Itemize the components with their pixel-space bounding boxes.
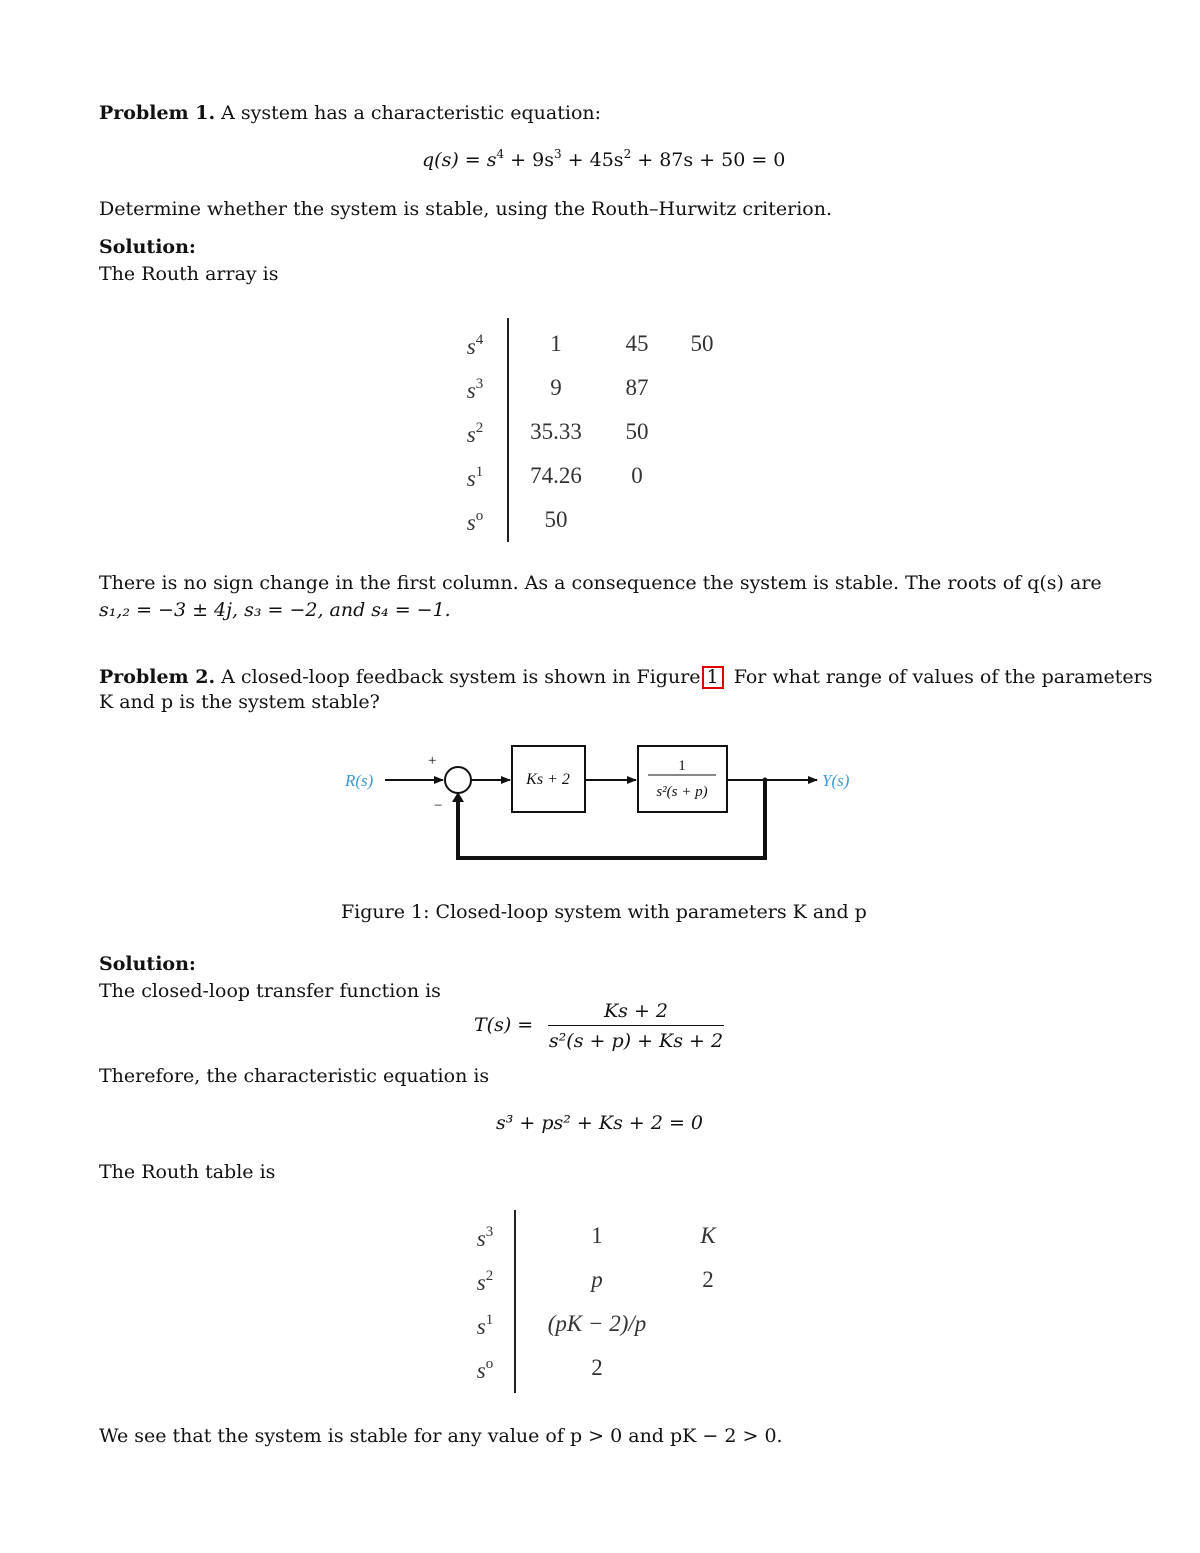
routh-array-2-divider bbox=[514, 1210, 516, 1393]
tf-numerator: Ks + 2 bbox=[603, 1000, 669, 1022]
problem2-heading: Problem 2. bbox=[99, 666, 216, 688]
output-label: Y(s) bbox=[822, 771, 850, 790]
routh-array-1 bbox=[440, 315, 740, 545]
routh1-row-label: $s^4$ bbox=[466, 332, 484, 359]
routh1-row-label: $s^1$ bbox=[466, 464, 484, 491]
problem1-conclusion-line2: s₁,₂ = −3 ± 4j, s₃ = −2, and s₄ = −1. bbox=[99, 599, 451, 621]
routh2-row-label: $s^3$ bbox=[476, 1224, 494, 1251]
routh1-cell: 87 bbox=[625, 375, 649, 400]
figure-caption: Figure 1: Closed-loop system with parameters K and p bbox=[341, 901, 867, 923]
problem2-statement bbox=[99, 666, 1152, 689]
routh1-cell: 45 bbox=[625, 331, 649, 356]
routh1-row-label: $s^2$ bbox=[466, 420, 484, 447]
problem2-intro-a: A closed-loop feedback system is shown in Figure bbox=[221, 666, 701, 688]
problem1-routh-intro: The Routh array is bbox=[99, 263, 279, 285]
problem2-tf-intro: The closed-loop transfer function is bbox=[99, 980, 441, 1002]
routh2-cell: 2 bbox=[591, 1355, 603, 1380]
plant-numerator: 1 bbox=[678, 758, 686, 774]
routh2-row-label: $s^o$ bbox=[476, 1356, 494, 1383]
problem1-solution-heading: Solution: bbox=[99, 236, 196, 258]
problem1-equation: $q(s) = s^4 + 9s^3 + 45s^2 + 87s + 50 = 0$ bbox=[422, 147, 786, 171]
tf-denominator: s²(s + p) + Ks + 2 bbox=[548, 1030, 724, 1052]
routh1-row-label: $s^3$ bbox=[466, 376, 484, 403]
input-label: R(s) bbox=[345, 771, 374, 790]
routh1-cell: 0 bbox=[631, 463, 643, 488]
plant-denominator: s²(s + p) bbox=[656, 784, 708, 800]
tf-lhs: T(s) = bbox=[474, 1014, 534, 1036]
routh1-cell: 74.26 bbox=[530, 463, 582, 488]
problem1-statement bbox=[99, 104, 601, 123]
routh1-row-label: $s^o$ bbox=[466, 508, 484, 535]
routh1-cell: 9 bbox=[550, 375, 562, 400]
figure-ref-link[interactable]: 1 bbox=[702, 666, 724, 689]
summing-junction bbox=[445, 767, 471, 793]
problem2-intro-b: For what range of values of the parameters bbox=[733, 666, 1153, 688]
routh-array-2 bbox=[455, 1205, 755, 1395]
problem1-heading: Problem 1. bbox=[99, 102, 216, 124]
problem2-intro-line2: K and p is the system stable? bbox=[99, 691, 380, 713]
problem2-char-eq: s³ + ps² + Ks + 2 = 0 bbox=[496, 1112, 704, 1134]
routh2-cell: p bbox=[591, 1267, 603, 1292]
routh2-cell: 2 bbox=[702, 1267, 714, 1292]
routh-array-1-divider bbox=[507, 318, 509, 542]
routh2-row-label: $s^1$ bbox=[476, 1312, 494, 1339]
problem1-question: Determine whether the system is stable, using the Routh–Hurwitz criterion. bbox=[99, 198, 832, 220]
problem2-char-intro: Therefore, the characteristic equation is bbox=[99, 1065, 490, 1087]
feedback-arrowhead bbox=[452, 792, 464, 802]
controller-tf: Ks + 2 bbox=[526, 771, 570, 788]
problem2-conclusion: We see that the system is stable for any value of p > 0 and pK − 2 > 0. bbox=[99, 1425, 783, 1447]
tf-fraction-bar bbox=[548, 1025, 724, 1026]
problem1-conclusion-line1: There is no sign change in the first column. As a consequence the system is stable. The roots of q(s) are bbox=[99, 572, 1102, 594]
routh2-row-label: $s^2$ bbox=[476, 1268, 494, 1295]
plant-block bbox=[638, 746, 727, 812]
problem1-intro: A system has a characteristic equation: bbox=[221, 102, 602, 124]
routh1-cell: 1 bbox=[550, 331, 562, 356]
routh1-cell: 50 bbox=[625, 419, 649, 444]
plus-sign: + bbox=[428, 753, 437, 769]
routh2-cell: (pK − 2)/p bbox=[547, 1311, 647, 1336]
routh2-cell: 1 bbox=[591, 1223, 603, 1248]
minus-sign: − bbox=[434, 798, 443, 814]
problem2-solution-heading: Solution: bbox=[99, 953, 196, 975]
routh1-cell: 50 bbox=[544, 507, 568, 532]
block-diagram bbox=[330, 740, 870, 870]
problem2-routh-intro: The Routh table is bbox=[99, 1161, 276, 1183]
routh1-cell: 35.33 bbox=[530, 419, 582, 444]
routh2-cell: K bbox=[700, 1223, 716, 1248]
routh1-cell: 50 bbox=[690, 331, 714, 356]
